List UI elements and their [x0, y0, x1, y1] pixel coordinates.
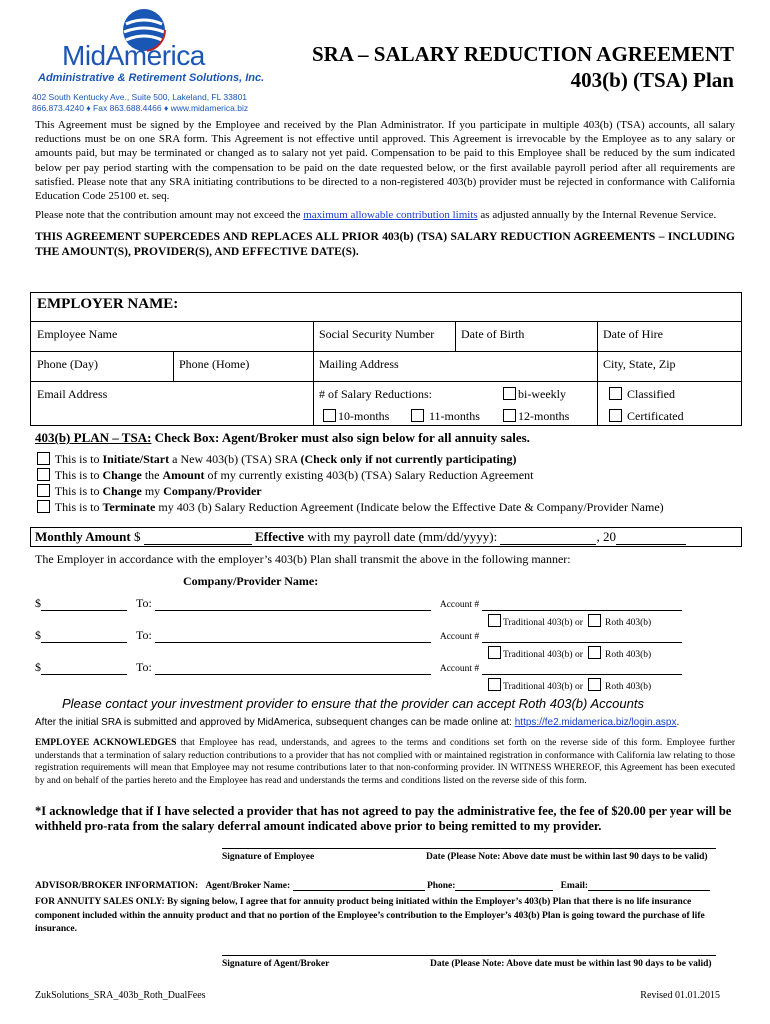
account-type-options: Traditional 403(b) or Roth 403(b) [488, 678, 651, 692]
10-months-checkbox[interactable] [323, 409, 336, 422]
supersedes-notice: THIS AGREEMENT SUPERCEDES AND REPLACES ALL PRIOR 403(b) (TSA) SALARY REDUCTION AGREEMENTS – INCLUDING THE AMOUNT(S), PROVIDER(S), AND EFFECTIVE DATE(S). [35, 231, 735, 258]
online-login-link[interactable]: https://fe2.midamerica.biz/login.aspx [514, 717, 677, 728]
effective-date-input[interactable] [500, 531, 596, 545]
footer-revised: Revised 01.01.2015 [640, 990, 720, 1001]
provider-row-2: $ To: Account # Traditional 403(b) or Roth 403(b) [35, 628, 735, 643]
change-amount-checkbox[interactable] [37, 468, 50, 481]
11-months-checkbox[interactable] [411, 409, 424, 422]
roth-checkbox[interactable] [588, 614, 601, 627]
doh-field[interactable]: Date of Hire [603, 327, 663, 341]
certificated-option[interactable] [603, 405, 690, 428]
date-note: Date (Please Note: Above date must be within last 90 days to be valid) [426, 852, 708, 862]
transmit-text: The Employer in accordance with the employer’s 403(b) Plan shall transmit the above in the following manner: [35, 552, 571, 566]
agent-email-input[interactable] [588, 880, 710, 891]
monthly-amount-label: Monthly Amount [35, 529, 131, 544]
employer-info-table [30, 292, 742, 426]
11-months-label: 11-months [429, 409, 480, 423]
11-months-option[interactable] [405, 405, 486, 428]
account-number-input[interactable] [482, 662, 682, 675]
phone-home-field[interactable]: Phone (Home) [179, 357, 250, 371]
monthly-amount-row: Monthly Amount $ Effective with my payroll date (mm/dd/yyyy): , 20 [30, 527, 742, 547]
ssn-field[interactable]: Social Security Number [319, 327, 435, 341]
employee-acknowledgement: EMPLOYEE ACKNOWLEDGES that Employee has read, understands, and agrees to the terms and conditions set forth on the reverse side of this form. Employee further understands that a termination of salary reduction contributions to a provider that has not complied with or maintained registration in conformance with California law relating to those registration requirements will mean that Employee may not resume contributions later to that non-conforming provider. IN WITNESS WHEREOF, this Agreement has been executed by and on behalf of the parties hereto and the Employee has read and understands the terms and conditions listed on the reverse side of this form. [35, 738, 735, 786]
provider-name-input[interactable] [155, 662, 431, 675]
provider-amount-input[interactable] [41, 630, 127, 643]
change-provider-option[interactable]: This is to Change my Company/Provider [37, 483, 664, 499]
employee-signature-line[interactable] [222, 848, 716, 849]
num-reductions-label: # of Salary Reductions: [319, 387, 432, 401]
address-line: 402 South Kentucky Ave., Suite 500, Lakeland, FL 33801 [32, 92, 248, 102]
limit-paragraph [35, 208, 735, 222]
biweekly-label: bi-weekly [518, 387, 566, 401]
phone-day-field[interactable]: Phone (Day) [37, 357, 98, 371]
footer-doc-id: ZukSolutions_SRA_403b_Roth_DualFees [35, 990, 206, 1001]
account-number-input[interactable] [482, 598, 682, 611]
change-provider-checkbox[interactable] [37, 484, 50, 497]
annuity-statement: FOR ANNUITY SALES ONLY: By signing below, I agree that for annuity product being initiated within the Employer’s 403(b) Plan that there is no life insurance component included within the annuity product and that no portion of the Employee’s contribution to the Employer’s 403(b) Plan is going toward the purchase of life insurance. [35, 897, 705, 934]
terminate-checkbox[interactable] [37, 500, 50, 513]
plan-heading-text: Check Box: Agent/Broker must also sign below for all annuity sales. [151, 430, 530, 445]
10-months-option[interactable] [317, 405, 395, 428]
effective-label: Effective [254, 529, 305, 544]
provider-amount-input[interactable] [41, 598, 127, 611]
account-type-options: Traditional 403(b) or Roth 403(b) [488, 646, 651, 660]
mailing-address-field[interactable]: Mailing Address [319, 357, 399, 371]
provider-row-1: $ To: Account # Traditional 403(b) or Roth 403(b) [35, 596, 735, 611]
intro-paragraph: This Agreement must be signed by the Employee and received by the Plan Administrator. If you participate in multiple 403(b) (TSA) accounts, all salary reductions must be on one SRA form. This Agreement is not effective until approved. This Agreement is irrevocable by the Employee as to any salary or amounts paid, but may be terminated or changed as to salary not yet paid. Compensation to be paid to this Employee shall be reduced by the sum indicated below per pay period starting with the compensation to be paid on the date requested below, or the first available payroll period after all requirements are satisfied. Please note that any SRA initiating contributions to be directed to a non-registered 403(b) provider must be rejected in conformance with California Education Code 25100 et. seq. [35, 119, 735, 203]
12-months-option[interactable] [497, 405, 575, 428]
limit-text: Please note that the contribution amount may not exceed the [35, 209, 304, 222]
contribution-limits-link[interactable]: maximum allowable contribution limits [303, 209, 478, 222]
roth-checkbox[interactable] [588, 678, 601, 691]
provider-name-input[interactable] [155, 598, 431, 611]
city-state-zip-field[interactable]: City, State, Zip [603, 357, 676, 371]
provider-amount-input[interactable] [41, 662, 127, 675]
biweekly-checkbox[interactable] [503, 387, 516, 400]
traditional-checkbox[interactable] [488, 614, 501, 627]
12-months-checkbox[interactable] [503, 409, 516, 422]
logo-subtitle: Administrative & Retirement Solutions, Inc. [38, 72, 265, 84]
advisor-info-row: ADVISOR/BROKER INFORMATION: Agent/Broker Name: Phone: Email: [35, 880, 710, 891]
classified-label: Classified [627, 387, 675, 401]
effective-year-input[interactable] [616, 531, 686, 545]
fee-acknowledgement: *I acknowledge that if I have selected a provider that has not agreed to pay the administrative fee, the fee of $20.00 per year will be withheld pro-rata from the salary deferral amount indicated above prior to being remitted to my provider. [35, 804, 732, 833]
initiate-checkbox[interactable] [37, 452, 50, 465]
online-changes-notice: After the initial SRA is submitted and approved by MidAmerica, subsequent changes can be made online at: https://fe2.midamerica.biz/login.aspx. [35, 717, 680, 728]
account-number-input[interactable] [482, 630, 682, 643]
agent-signature-line[interactable] [222, 955, 716, 956]
date-note-agent: Date (Please Note: Above date must be within last 90 days to be valid) [430, 959, 712, 969]
certificated-checkbox[interactable] [609, 409, 622, 422]
classified-option[interactable] [603, 383, 681, 406]
plan-heading [35, 430, 530, 446]
12-months-label: 12-months [518, 409, 570, 423]
initiate-option[interactable]: This is to Initiate/Start a New 403(b) (TSA) SRA (Check only if not currently participating) [37, 451, 664, 467]
account-type-options: Traditional 403(b) or Roth 403(b) [488, 614, 651, 628]
certificated-label: Certificated [627, 409, 684, 423]
roth-notice: Please contact your investment provider to ensure that the provider can accept Roth 403(b) Accounts [62, 696, 644, 711]
change-amount-option[interactable]: This is to Change the Amount of my currently existing 403(b) (TSA) Salary Reduction Agreement [37, 467, 664, 483]
traditional-checkbox[interactable] [488, 646, 501, 659]
plan-options [37, 451, 664, 515]
agent-phone-input[interactable] [455, 880, 553, 891]
email-field[interactable]: Email Address [37, 387, 108, 401]
contact-line: 866.873.4240 ♦ Fax 863.688.4466 ♦ www.midamerica.biz [32, 103, 249, 113]
employee-name-field[interactable]: Employee Name [37, 327, 118, 341]
dob-field[interactable]: Date of Birth [461, 327, 525, 341]
employee-signature-label: Signature of Employee [222, 852, 315, 862]
roth-checkbox[interactable] [588, 646, 601, 659]
provider-heading: Company/Provider Name: [183, 574, 319, 588]
employer-name-label: EMPLOYER NAME: [37, 296, 179, 312]
plan-heading-label: 403(b) PLAN – TSA: [35, 430, 152, 445]
limit-text-end: as adjusted annually by the Internal Revenue Service. [477, 209, 717, 222]
terminate-option[interactable]: This is to Terminate my 403 (b) Salary Reduction Agreement (Indicate below the Effective Date & Company/Provider Name) [37, 499, 664, 515]
biweekly-option[interactable] [497, 383, 572, 406]
monthly-amount-input[interactable] [144, 531, 252, 545]
classified-checkbox[interactable] [609, 387, 622, 400]
agent-name-input[interactable] [293, 880, 425, 891]
10-months-label: 10-months [338, 409, 390, 423]
provider-row-3: $ To: Account # Traditional 403(b) or Roth 403(b) [35, 660, 735, 675]
form-subtitle: 403(b) (TSA) Plan [570, 68, 734, 92]
agent-signature-label: Signature of Agent/Broker [222, 959, 330, 969]
provider-name-input[interactable] [155, 630, 431, 643]
intro-section [35, 118, 735, 259]
traditional-checkbox[interactable] [488, 678, 501, 691]
form-title: SRA – SALARY REDUCTION AGREEMENT [311, 42, 734, 66]
logo-name: MidAmerica [62, 40, 205, 71]
